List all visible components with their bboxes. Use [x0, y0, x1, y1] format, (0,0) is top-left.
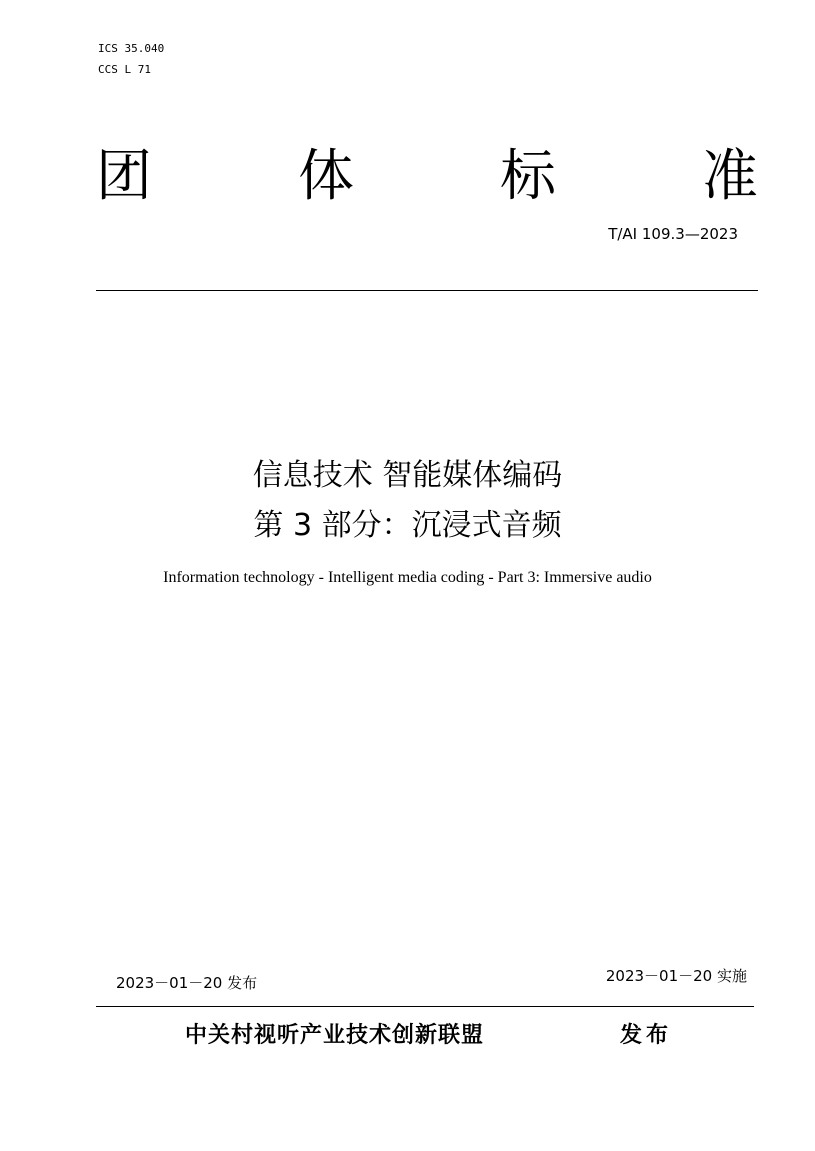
- title-char-2: 体: [298, 144, 354, 209]
- top-divider: [96, 290, 758, 291]
- publisher-suffix: 发布: [620, 1022, 673, 1048]
- title-char-4: 准: [702, 144, 758, 209]
- publisher-name: 中关村视听产业技术创新联盟: [185, 1022, 485, 1048]
- title-char-3: 标: [500, 144, 556, 209]
- title-chinese-line1: 信息技术 智能媒体编码: [252, 458, 563, 493]
- ccs-code: CCS L 71: [98, 63, 151, 76]
- title-english: Information technology - Intelligent media coding - Part 3: Immersive audio: [163, 569, 652, 586]
- title-chinese-line2: 第 3 部分：沉浸式音频: [253, 508, 562, 543]
- implementation-date: 2023－01－20 实施: [605, 967, 747, 985]
- title-char-1: 团: [96, 144, 152, 209]
- publication-date: 2023－01－20 发布: [116, 974, 258, 992]
- document-type-title: [96, 145, 758, 209]
- ics-code: ICS 35.040: [98, 42, 165, 55]
- standard-number: T/AI 109.3—2023: [608, 225, 738, 243]
- bottom-divider: [96, 1006, 754, 1007]
